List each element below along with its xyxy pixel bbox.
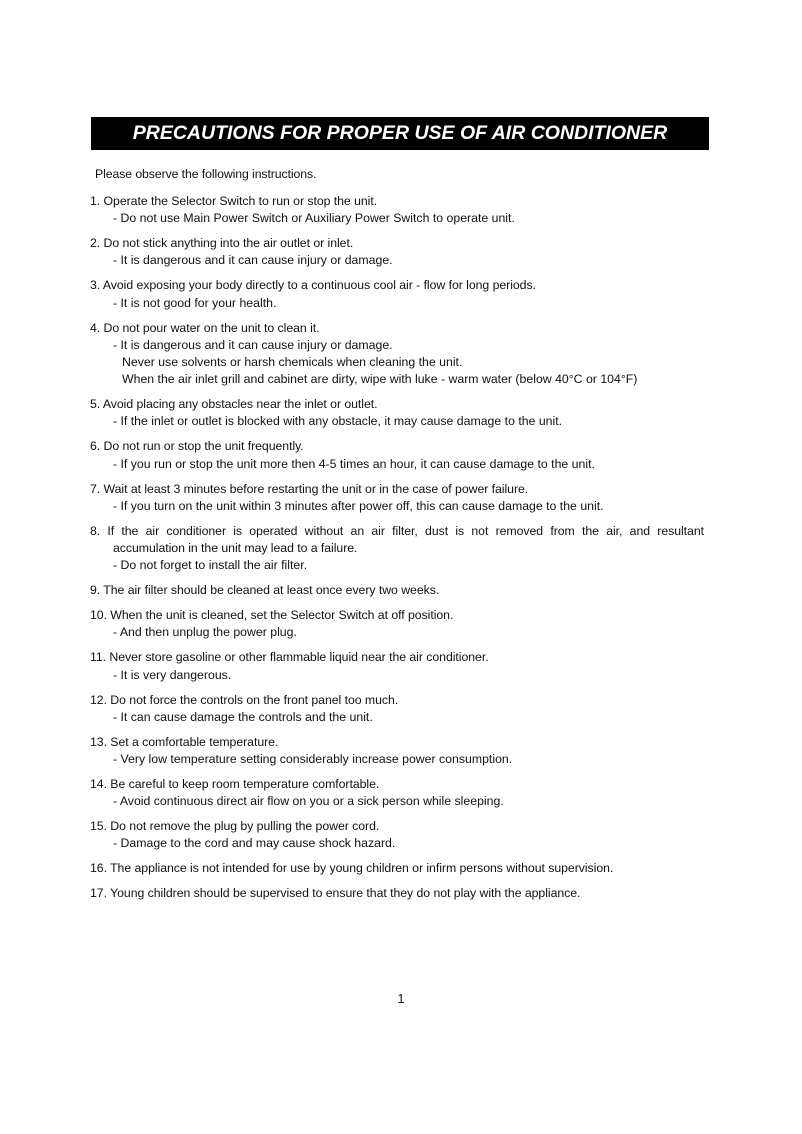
list-item: [90, 481, 704, 515]
item-text: 15. Do not remove the plug by pulling the power cord.: [90, 819, 380, 834]
list-item: [90, 818, 704, 852]
title-banner: [91, 117, 709, 150]
list-item: [90, 193, 704, 227]
item-text: 11. Never store gasoline or other flammable liquid near the air conditioner.: [90, 650, 489, 665]
list-item: [90, 776, 704, 810]
page-number: 1: [397, 992, 405, 1006]
precautions-list: [90, 193, 704, 910]
item-text: 8. If the air conditioner is operated without an air filter, dust is not removed from the air, and resultant accumulation in the unit may lead to a failure.: [90, 523, 704, 556]
list-item: [90, 523, 704, 575]
item-note: - Damage to the cord and may cause shock hazard.: [113, 836, 396, 851]
item-text: 13. Set a comfortable temperature.: [90, 734, 279, 749]
page-title: PRECAUTIONS FOR PROPER USE OF AIR CONDITIONER: [132, 122, 668, 144]
list-item: [90, 235, 704, 269]
item-text: 12. Do not force the controls on the front panel too much.: [90, 692, 399, 707]
item-note: - Do not forget to install the air filter.: [113, 558, 308, 573]
item-text: 2. Do not stick anything into the air outlet or inlet.: [90, 236, 354, 251]
item-note: - It is dangerous and it can cause injury or damage.: [113, 253, 393, 268]
item-text: 16. The appliance is not intended for use by young children or infirm persons without supervision.: [90, 861, 614, 876]
item-text: 3. Avoid exposing your body directly to a continuous cool air - flow for long periods.: [90, 278, 536, 293]
item-text: 6. Do not run or stop the unit frequently.: [90, 439, 304, 454]
item-note-continued: When the air inlet grill and cabinet are dirty, wipe with luke - warm water (below 40°C or 104°F): [122, 372, 638, 387]
list-item: [90, 734, 704, 768]
list-item: [90, 277, 704, 311]
item-note: - It is dangerous and it can cause injury or damage.: [113, 337, 393, 352]
item-note: - It is very dangerous.: [113, 667, 232, 682]
list-item: [90, 582, 704, 599]
item-note: - Do not use Main Power Switch or Auxiliary Power Switch to operate unit.: [113, 211, 515, 226]
item-text: 1. Operate the Selector Switch to run or stop the unit.: [90, 194, 378, 208]
list-item: [90, 860, 704, 877]
list-item: [90, 607, 704, 641]
list-item: [90, 649, 704, 683]
item-note: - It can cause damage the controls and the unit.: [113, 709, 373, 724]
list-item: [90, 438, 704, 472]
item-text: 9. The air filter should be cleaned at least once every two weeks.: [90, 583, 440, 598]
list-item: [90, 396, 704, 430]
list-item: [90, 885, 704, 902]
item-note: - If the inlet or outlet is blocked with any obstacle, it may cause damage to the unit.: [113, 414, 563, 429]
list-item: [90, 692, 704, 726]
list-item: [90, 320, 704, 389]
item-note: - Very low temperature setting considerably increase power consumption.: [113, 752, 513, 767]
intro-text: Please observe the following instructions.: [95, 167, 317, 181]
item-note-continued: Never use solvents or harsh chemicals when cleaning the unit.: [122, 355, 463, 370]
item-note: - If you run or stop the unit more then 4-5 times an hour, it can cause damage to the unit.: [113, 456, 595, 471]
item-note: - If you turn on the unit within 3 minutes after power off, this can cause damage to the unit.: [113, 498, 604, 513]
item-text: 7. Wait at least 3 minutes before restarting the unit or in the case of power failure.: [90, 481, 529, 496]
item-text: 4. Do not pour water on the unit to clean it.: [90, 320, 320, 335]
item-note: - And then unplug the power plug.: [113, 625, 297, 640]
item-text: 10. When the unit is cleaned, set the Selector Switch at off position.: [90, 608, 454, 623]
item-text: 17. Young children should be supervised to ensure that they do not play with the appliance.: [90, 886, 581, 901]
item-text: 14. Be careful to keep room temperature comfortable.: [90, 777, 380, 792]
item-note: - Avoid continuous direct air flow on you or a sick person while sleeping.: [113, 794, 504, 809]
item-note: - It is not good for your health.: [113, 295, 277, 310]
item-text: 5. Avoid placing any obstacles near the inlet or outlet.: [90, 397, 378, 412]
